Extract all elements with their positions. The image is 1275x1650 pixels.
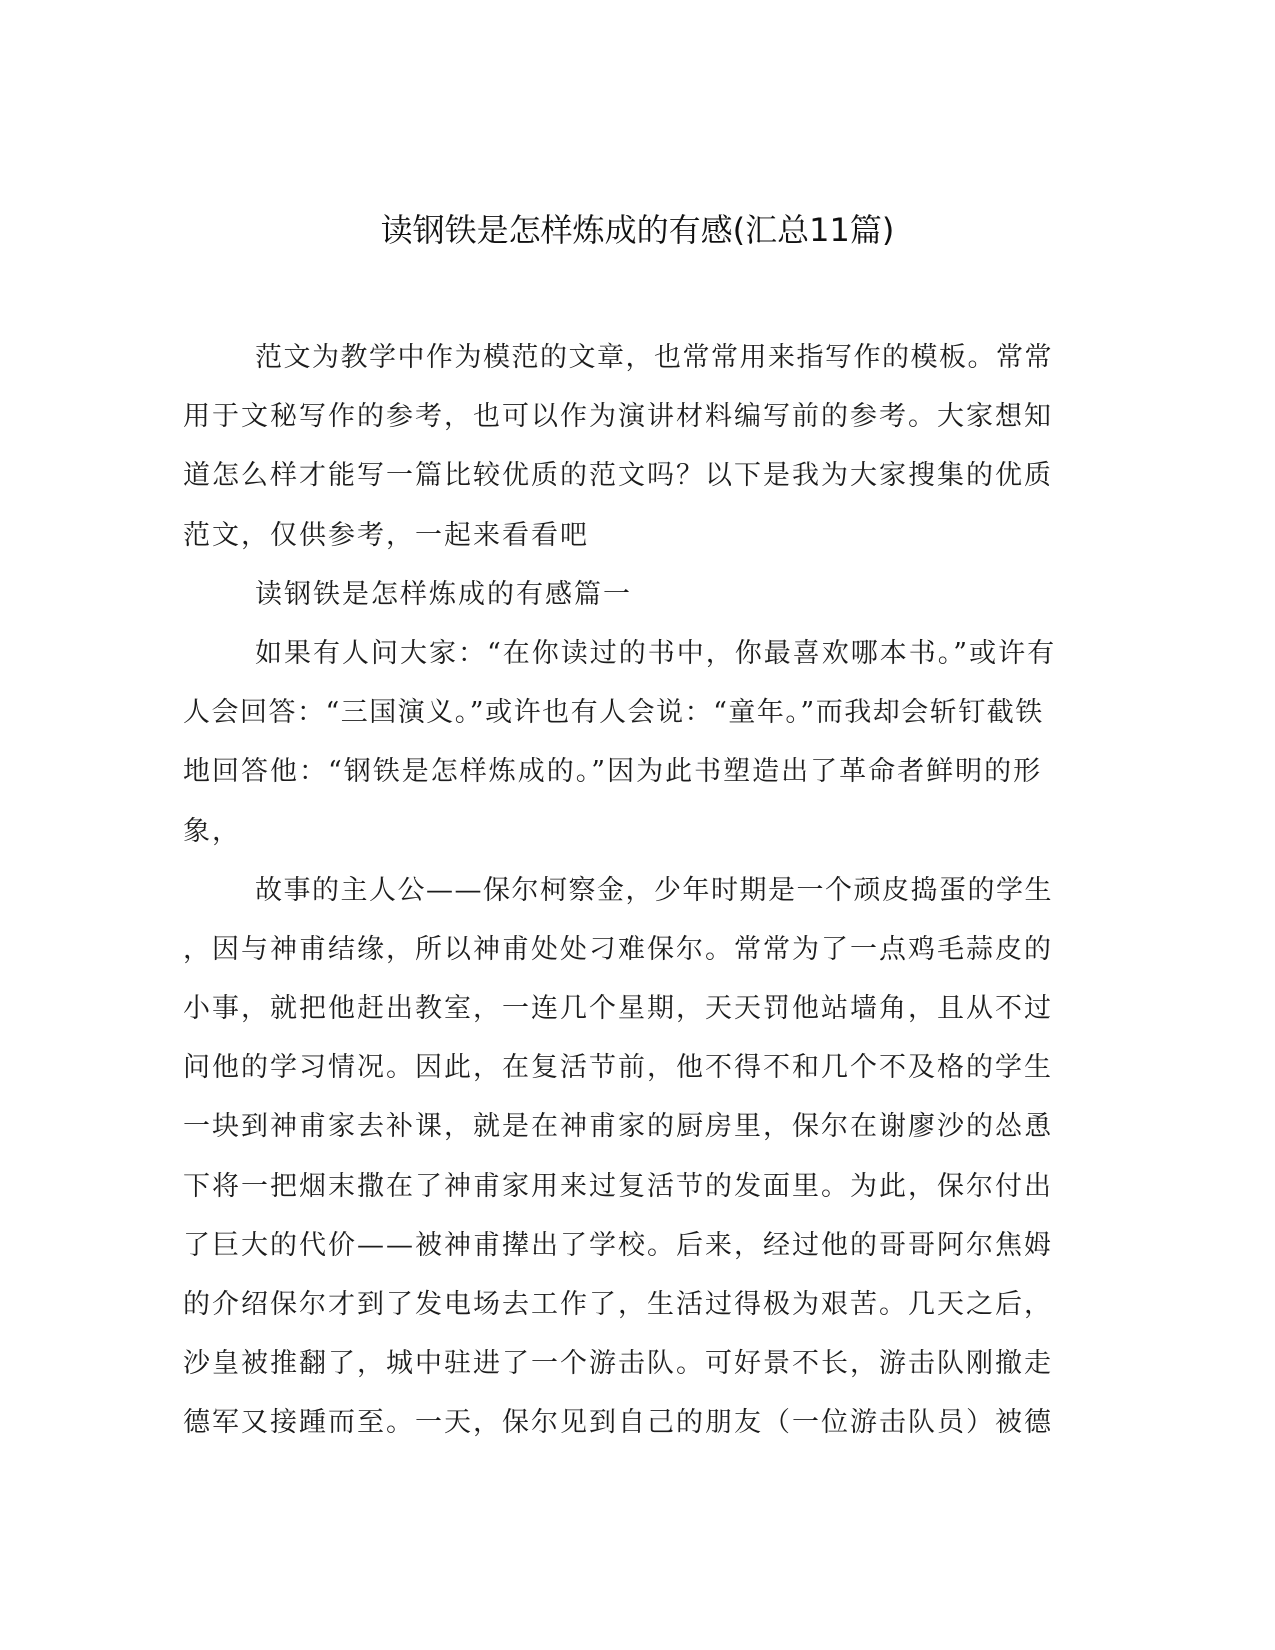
text-line: 象，: [183, 815, 241, 847]
document-title: 读钢铁是怎样炼成的有感(汇总11篇): [380, 211, 895, 249]
text-line: 下将一把烟末撒在了神甫家用来过复活节的发面里。为此，保尔付出: [183, 1170, 1053, 1202]
text-line: 小事，就把他赶出教室，一连几个星期，天天罚他站墙角，且从不过: [183, 993, 1053, 1025]
text-line: 的介绍保尔才到了发电场去工作了，生活过得极为艰苦。几天之后，: [183, 1289, 1053, 1320]
text-line: 沙皇被推翻了，城中驻进了一个游击队。可好景不长，游击队刚撤走: [183, 1348, 1053, 1380]
document-body: [183, 328, 1059, 1453]
text-line: 如果有人问大家：“在你读过的书中，你最喜欢哪本书。”或许有: [255, 637, 1057, 669]
text-line: 用于文秘写作的参考，也可以作为演讲材料编写前的参考。大家想知: [183, 401, 1053, 433]
text-line: 故事的主人公——保尔柯察金，少年时期是一个顽皮捣蛋的学生: [255, 874, 1053, 906]
text-line: 范文，仅供参考，一起来看看吧: [183, 519, 589, 551]
text-line: 德军又接踵而至。一天，保尔见到自己的朋友（一位游击队员）被德: [183, 1407, 1053, 1439]
text-line: 人会回答：“三国演义。”或许也有人会说：“童年。”而我却会斩钉截铁: [183, 697, 1044, 729]
text-line: 了巨大的代价——被神甫撵出了学校。后来，经过他的哥哥阿尔焦姆: [183, 1229, 1053, 1261]
text-line: 道怎么样才能写一篇比较优质的范文吗？以下是我为大家搜集的优质: [183, 460, 1053, 492]
text-line: 范文为教学中作为模范的文章，也常常用来指写作的模板。常常: [255, 342, 1053, 373]
text-line: 一块到神甫家去补课，就是在神甫家的厨房里，保尔在谢廖沙的怂恿: [183, 1111, 1053, 1143]
text-line: 地回答他：“钢铁是怎样炼成的。”因为此书塑造出了革命者鲜明的形: [183, 756, 1043, 788]
text-line: ，因与神甫结缘，所以神甫处处刁难保尔。常常为了一点鸡毛蒜皮的: [183, 933, 1053, 965]
section-heading: 读钢铁是怎样炼成的有感篇一: [255, 578, 632, 610]
text-line: 问他的学习情况。因此，在复活节前，他不得不和几个不及格的学生: [183, 1052, 1053, 1084]
